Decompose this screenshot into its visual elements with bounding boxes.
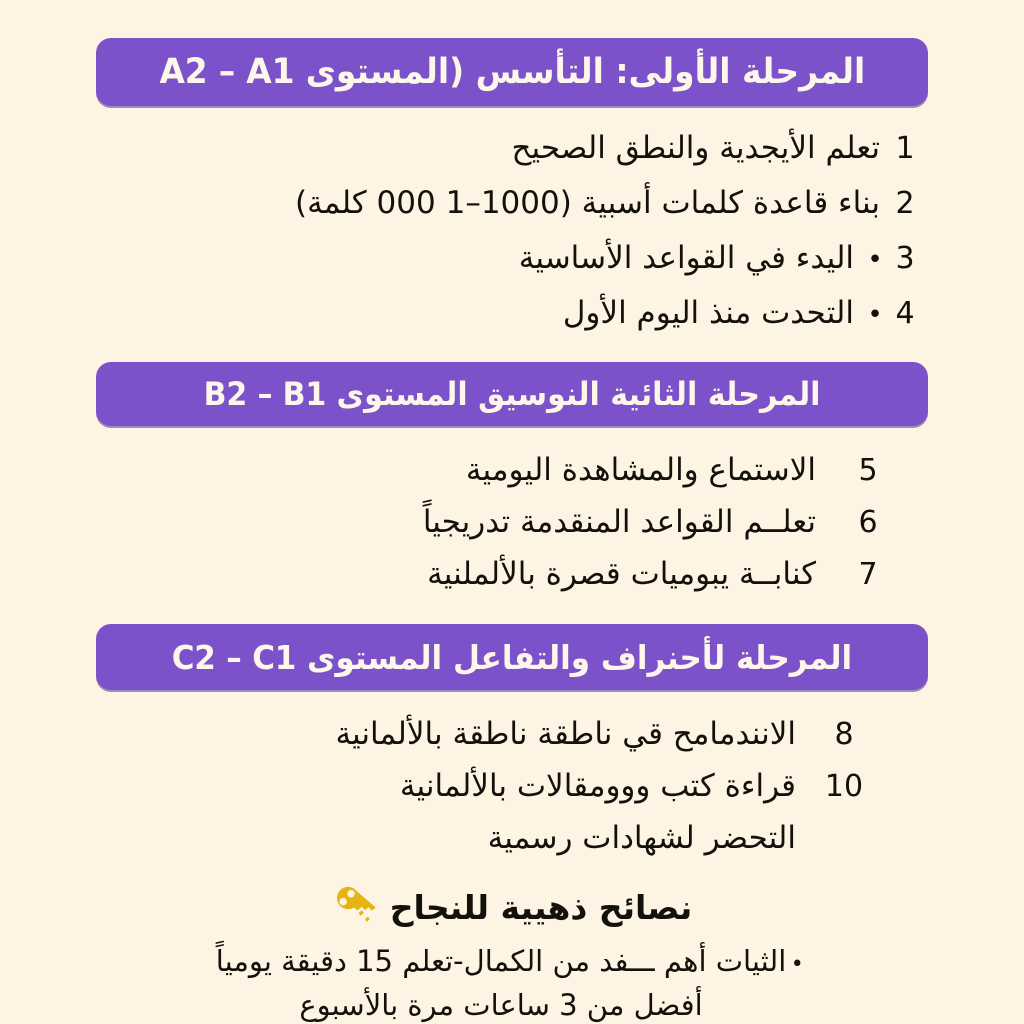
list-item-text: بناء قاعدة كلمات أسبية (1000–1 000 كلمة) [295, 185, 880, 221]
section-banner-3-title: المرحلة لأحنراف والتفاعل المستوى C2 – C1 [171, 637, 853, 677]
section-banner-1-title: المرحلة الأولى: التأسس (المستوى A2 – A1 [159, 51, 865, 92]
list-item [96, 452, 928, 504]
bullet-icon: • [867, 245, 883, 275]
list-item-number: 1 [895, 131, 915, 166]
tip-item [96, 944, 928, 988]
list-item [96, 240, 928, 295]
tip-item [96, 988, 928, 1024]
section-2-list [96, 452, 928, 608]
bullet-icon: • [867, 300, 883, 330]
section-banner-2-title: المرحلة الثائية النوسيق المستوى B2 – B1 [203, 375, 821, 413]
list-item-text: تعلــم القواعد المنقدمة تدريجياً [422, 504, 816, 540]
tip-item-text: أفضل من 3 ساعات مرة بالأسبوع [299, 988, 703, 1022]
list-item-text: التحدت منذ اليوم الأول [562, 295, 854, 331]
bullet-icon: • [790, 952, 804, 977]
section-banner-3 [96, 624, 928, 690]
section-1-list [96, 130, 928, 350]
list-item-text: تعلم الأيجدية والنطق الصحيح [511, 130, 880, 166]
list-item [96, 130, 928, 185]
section-banner-1 [96, 38, 928, 106]
list-item [96, 716, 928, 768]
tip-item-text: الثيات أهم ـــفد من الكمال-تعلم 15 دقيقة يومياً [215, 944, 787, 978]
key-icon [332, 884, 378, 930]
list-item [96, 185, 928, 240]
list-item [96, 504, 928, 556]
list-item-text: كنابــة يبوميات قصرة بالألملنية [427, 556, 816, 592]
list-item-number: 6 [858, 505, 878, 540]
list-item-number: 8 [834, 717, 854, 752]
list-item-text: التحضر لشهادات رسمية [487, 820, 796, 856]
section-3-list [96, 716, 928, 872]
list-item-text: قراءة كتب ووومقالات بالألمانية [399, 768, 796, 804]
list-item-number: 7 [858, 557, 878, 592]
list-item [96, 768, 928, 820]
list-item-number: 3 [895, 241, 915, 276]
list-item-number: 10 [824, 769, 864, 804]
section-banner-2 [96, 362, 928, 426]
list-item-text: الانندمامح قي ناطقة ناطقة بالألمانية [335, 716, 796, 752]
tips-list [96, 944, 928, 1024]
list-item [96, 820, 928, 872]
list-item-number: 4 [895, 296, 915, 331]
list-item-number: 5 [858, 453, 878, 488]
list-item [96, 295, 928, 350]
list-item-number: 2 [895, 186, 915, 221]
tips-heading-label: نصائح ذهيية للنجاح [389, 887, 693, 927]
tips-heading [96, 884, 928, 930]
list-item-text: الاستماع والمشاهدة اليومية [465, 452, 816, 488]
list-item-text: اليدء في القواعد الأساسية [518, 240, 854, 276]
list-item [96, 556, 928, 608]
